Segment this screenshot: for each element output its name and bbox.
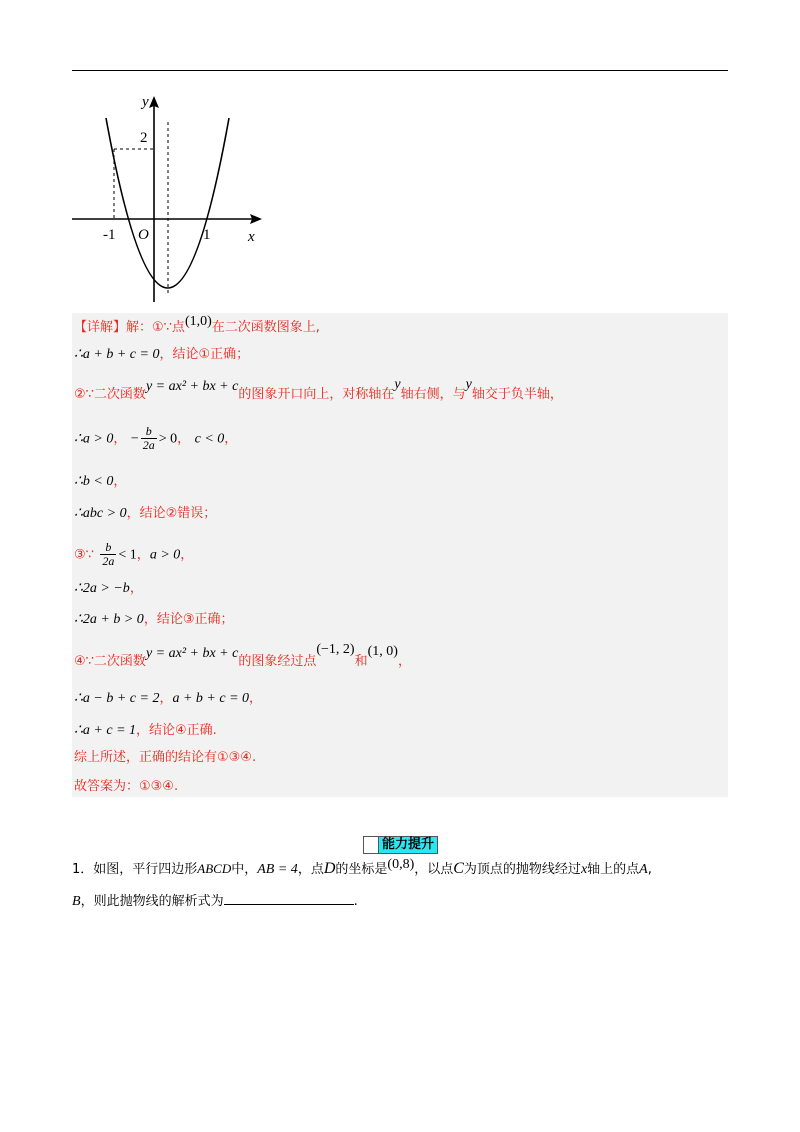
line-12-math: ∴a + c = 1 xyxy=(74,723,137,738)
q-x: x xyxy=(580,862,588,877)
line-7-pre: ③∵ xyxy=(74,547,94,563)
solution-line-12 xyxy=(74,721,217,740)
q-b: B xyxy=(72,894,81,909)
solution-line-10 xyxy=(74,642,411,671)
comma: ， xyxy=(136,547,150,563)
x-axis-label: x xyxy=(248,229,255,245)
solution-line-8 xyxy=(74,579,143,598)
frac-num: b xyxy=(100,541,116,555)
line-3-mid2: 轴右侧，与 xyxy=(400,387,466,402)
tick-label-neg-one: -1 xyxy=(103,227,116,243)
line-4-c: c < 0 xyxy=(194,431,225,447)
line-2-math: ∴a + b + c = 0 xyxy=(74,347,160,362)
comma: ， xyxy=(113,431,127,447)
q-d-point: (0,8) xyxy=(387,857,415,872)
line-10-and: 和 xyxy=(354,654,368,669)
section-box-icon xyxy=(364,837,379,853)
tick-label-one: 1 xyxy=(203,227,211,243)
line-4-gt: > 0 xyxy=(158,431,178,447)
solution-line-7 xyxy=(74,541,193,568)
solution-box xyxy=(72,313,728,797)
q-a: A xyxy=(639,862,648,877)
line-4-neg: − xyxy=(130,431,139,447)
line-4-a: ∴a > 0 xyxy=(74,431,114,447)
solution-line-5 xyxy=(74,472,126,491)
solution-line-2 xyxy=(74,345,249,364)
line-11-m1: ∴a − b + c = 2 xyxy=(74,691,160,706)
question-1-line-1 xyxy=(72,858,652,878)
line-3-pre: ②∵二次函数 xyxy=(74,387,146,402)
tick-label-two: 2 xyxy=(140,130,148,146)
solution-line-6 xyxy=(74,504,216,523)
line-11-m2: a + b + c = 0 xyxy=(172,691,250,706)
question-1-line-2 xyxy=(72,890,358,910)
q-text-8: , xyxy=(647,862,652,877)
solution-line-1 xyxy=(74,314,320,337)
frac-num: b xyxy=(141,425,157,439)
y-axis-label: y xyxy=(142,94,149,110)
line-10-mid: 的图象经过点 xyxy=(238,654,317,669)
comma: ， xyxy=(249,691,263,706)
q-d: D xyxy=(323,860,336,877)
comma: ， xyxy=(177,431,191,447)
line-3-y1: y xyxy=(394,377,401,392)
line-5-math: ∴b < 0 xyxy=(74,474,114,489)
answer-blank[interactable] xyxy=(224,892,354,905)
line-7-a: a > 0 xyxy=(149,547,181,563)
line-9-math: ∴2a + b > 0 xyxy=(74,612,144,627)
line-10-pre: ④∵二次函数 xyxy=(74,654,146,669)
parabola-graph xyxy=(66,88,276,310)
line-7-lt: < 1 xyxy=(118,547,137,563)
frac-den: 2a xyxy=(102,554,115,568)
q-text-1: 1．如图，平行四边形 xyxy=(72,862,198,877)
solution-answer: 故答案为：①③④. xyxy=(74,779,179,794)
line-5-tail: ， xyxy=(113,474,127,489)
comma: ， xyxy=(159,691,173,706)
line-10-math: y = ax² + bx + c xyxy=(145,646,239,661)
comma: ， xyxy=(224,431,238,447)
line-9-tail: ，结论③正确； xyxy=(143,612,234,627)
q-text-4: 的坐标是 xyxy=(335,862,388,877)
q-text-3: ，点 xyxy=(297,862,324,877)
q-text-6: 为顶点的抛物线经过 xyxy=(463,862,581,877)
q-text-2: 中， xyxy=(231,862,258,877)
line-6-math: ∴abc > 0 xyxy=(74,506,127,521)
line-8-math: ∴2a > −b xyxy=(74,581,130,596)
line-3-mid: 的图象开口向上，对称轴在 xyxy=(238,387,395,402)
detail-head: 【详解】解：①∵点 xyxy=(74,320,185,335)
q-abcd: ABCD xyxy=(197,861,232,876)
q-ab: AB = 4 xyxy=(257,862,298,877)
line-3-y2: y xyxy=(465,377,472,392)
solution-summary: 综上所述，正确的结论有①③④. xyxy=(74,750,257,765)
point-neg1-2: (−1, 2) xyxy=(316,642,355,657)
line-3-math: y = ax² + bx + c xyxy=(145,379,239,394)
q-text-7: 轴上的点 xyxy=(587,862,640,877)
solution-line-11 xyxy=(74,689,262,708)
origin-label: O xyxy=(138,227,149,243)
comma: ， xyxy=(180,547,194,563)
solution-line-4 xyxy=(74,425,237,452)
line-1-tail: 在二次函数图象上, xyxy=(211,320,320,335)
q-text-5: ，以点 xyxy=(414,862,454,877)
fraction-b-over-2a xyxy=(141,425,157,452)
point-1-0: (1,0) xyxy=(184,314,212,329)
q-end: . xyxy=(353,894,358,909)
line-6-tail: ，结论②错误； xyxy=(126,506,217,521)
solution-line-9 xyxy=(74,610,233,629)
section-title-text: 能力提升 xyxy=(382,837,435,852)
section-title-ability-up xyxy=(363,836,438,854)
solution-line-3 xyxy=(74,377,563,404)
line-2-tail: ，结论①正确； xyxy=(159,347,250,362)
q-text-9: ，则此抛物线的解析式为 xyxy=(80,894,224,909)
header-rule xyxy=(72,70,728,71)
point-1-0-b: (1, 0) xyxy=(367,644,398,659)
fraction-b-over-2a-2 xyxy=(100,541,116,568)
line-8-tail: ， xyxy=(129,581,143,596)
line-10-tail: ， xyxy=(397,654,411,669)
frac-den: 2a xyxy=(142,438,155,452)
q-c: C xyxy=(453,860,464,877)
line-3-tail: 轴交于负半轴， xyxy=(471,387,563,402)
line-12-tail: ，结论④正确. xyxy=(136,723,217,738)
